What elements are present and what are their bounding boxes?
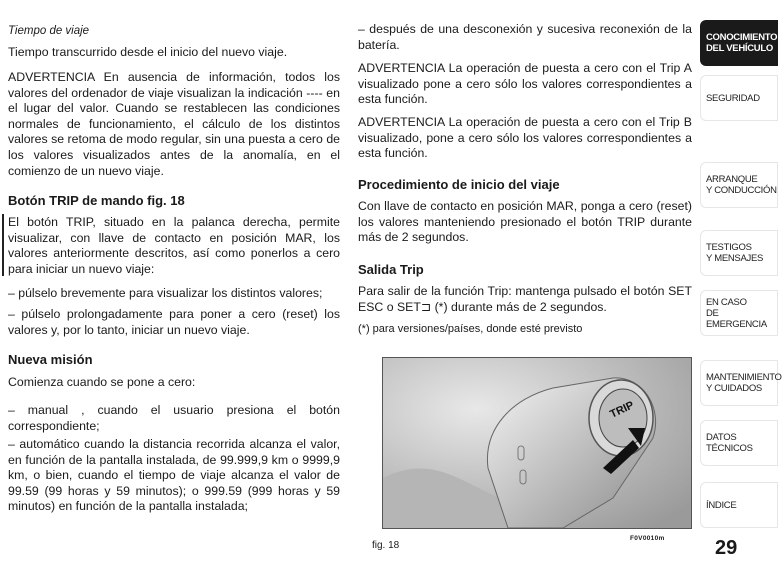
paragraph-tiempo: Tiempo transcurrido desde el inicio del nuevo viaje.: [8, 45, 288, 59]
change-bar: [2, 214, 4, 276]
paragraph-mision: Comienza cuando se pone a cero:: [8, 375, 196, 389]
paragraph-procedimiento: Con llave de contacto en posición MAR, ponga a cero (reset) los valores manteniendo presionado el botón TRIP durante más de 2 segundos.: [358, 199, 692, 245]
bullet-automatico: – automático cuando la distancia recorrida alcanza el valor, en función de la pantalla instalada, de 99.999,9 km o 9999,9 km, o bien, cuando el tiempo de viaje alcanza el valor de 99.59 (99 horas y 59 minutos); o 999.59 (999 horas y 59 minutos) en función de la pantalla instalada;: [8, 437, 340, 514]
paragraph-trip: El botón TRIP, situado en la palanca derecha, permite visualizar, con llave de contacto en posición MAR, los valores anteriormente descritos, así como ponerlos a cero para iniciar un nuevo viaje:: [8, 215, 340, 276]
tab-mantenimiento[interactable]: [700, 360, 782, 406]
heading-nueva-mision: Nueva misión: [8, 352, 93, 367]
section-title-tiempo: Tiempo de viaje: [8, 25, 90, 37]
tab-arranque[interactable]: [700, 162, 778, 208]
bullet-bateria: – después de una desconexión y sucesiva reconexión de la batería.: [358, 22, 692, 52]
heading-trip-button: Botón TRIP de mando fig. 18: [8, 193, 185, 208]
trip-lever-illustration: [383, 358, 691, 528]
figure-code: F0V0010m: [630, 535, 665, 542]
tab-label: SEGURIDAD: [706, 92, 760, 104]
heading-procedimiento: Procedimiento de inicio del viaje: [358, 177, 560, 192]
tab-datos-tecnicos[interactable]: [700, 420, 778, 466]
tab-label: CONOCIMIENTO DEL VEHÍCULO: [706, 32, 778, 54]
figure-caption: fig. 18: [372, 540, 400, 551]
tab-conocimiento[interactable]: [700, 20, 778, 66]
tab-label: MANTENIMIENTO Y CUIDADOS: [706, 372, 782, 394]
paragraph-salida: Para salir de la función Trip: mantenga pulsado el botón SET ESC o SET⊐ (*) durante más de 2 segundos.: [358, 284, 692, 314]
tab-indice[interactable]: [700, 482, 778, 528]
footnote: (*) para versiones/países, donde esté previsto: [358, 323, 583, 335]
tab-emergencia[interactable]: [700, 290, 778, 336]
bullet-manual: – manual , cuando el usuario presiona el botón correspondiente;: [8, 403, 340, 433]
bullet-long-press: – púlselo prolongadamente para poner a cero (reset) los valores y, por lo tanto, iniciar un nuevo viaje.: [8, 307, 340, 337]
heading-salida-trip: Salida Trip: [358, 262, 424, 277]
tab-label: ÍNDICE: [706, 499, 737, 511]
warning-trip-b: ADVERTENCIA La operación de puesta a cero con el Trip B visualizado, pone a cero sólo los valores correspondientes a esta función.: [358, 115, 692, 161]
tab-label: ARRANQUE Y CONDUCCIÓN: [706, 174, 777, 196]
tab-label: EN CASO DE EMERGENCIA: [706, 296, 767, 330]
tab-label: DATOS TÉCNICOS: [706, 432, 753, 454]
figure-trip-lever: [382, 357, 692, 529]
tab-testigos[interactable]: [700, 230, 778, 276]
tab-seguridad[interactable]: [700, 75, 778, 121]
page-number: 29: [715, 537, 738, 559]
warning-paragraph: ADVERTENCIA En ausencia de información, todos los valores del ordenador de viaje visualizan la indicación ---- en el lugar del valor. Cuando se restablecen las condiciones normales de funcionamiento, el cálculo de los distintos valores se retoma de modo regular, sin una puesta a cero de los valores visualizados antes de la anomalía, en el comienzo de un nuevo viaje.: [8, 70, 340, 178]
tab-label: TESTIGOS Y MENSAJES: [706, 242, 764, 264]
bullet-short-press: – púlselo brevemente para visualizar los distintos valores;: [8, 286, 323, 300]
warning-trip-a: ADVERTENCIA La operación de puesta a cero con el Trip A visualizado pone a cero sólo los valores correspondientes a esta función.: [358, 61, 692, 107]
trip-button-label: TRIP: [608, 399, 636, 421]
